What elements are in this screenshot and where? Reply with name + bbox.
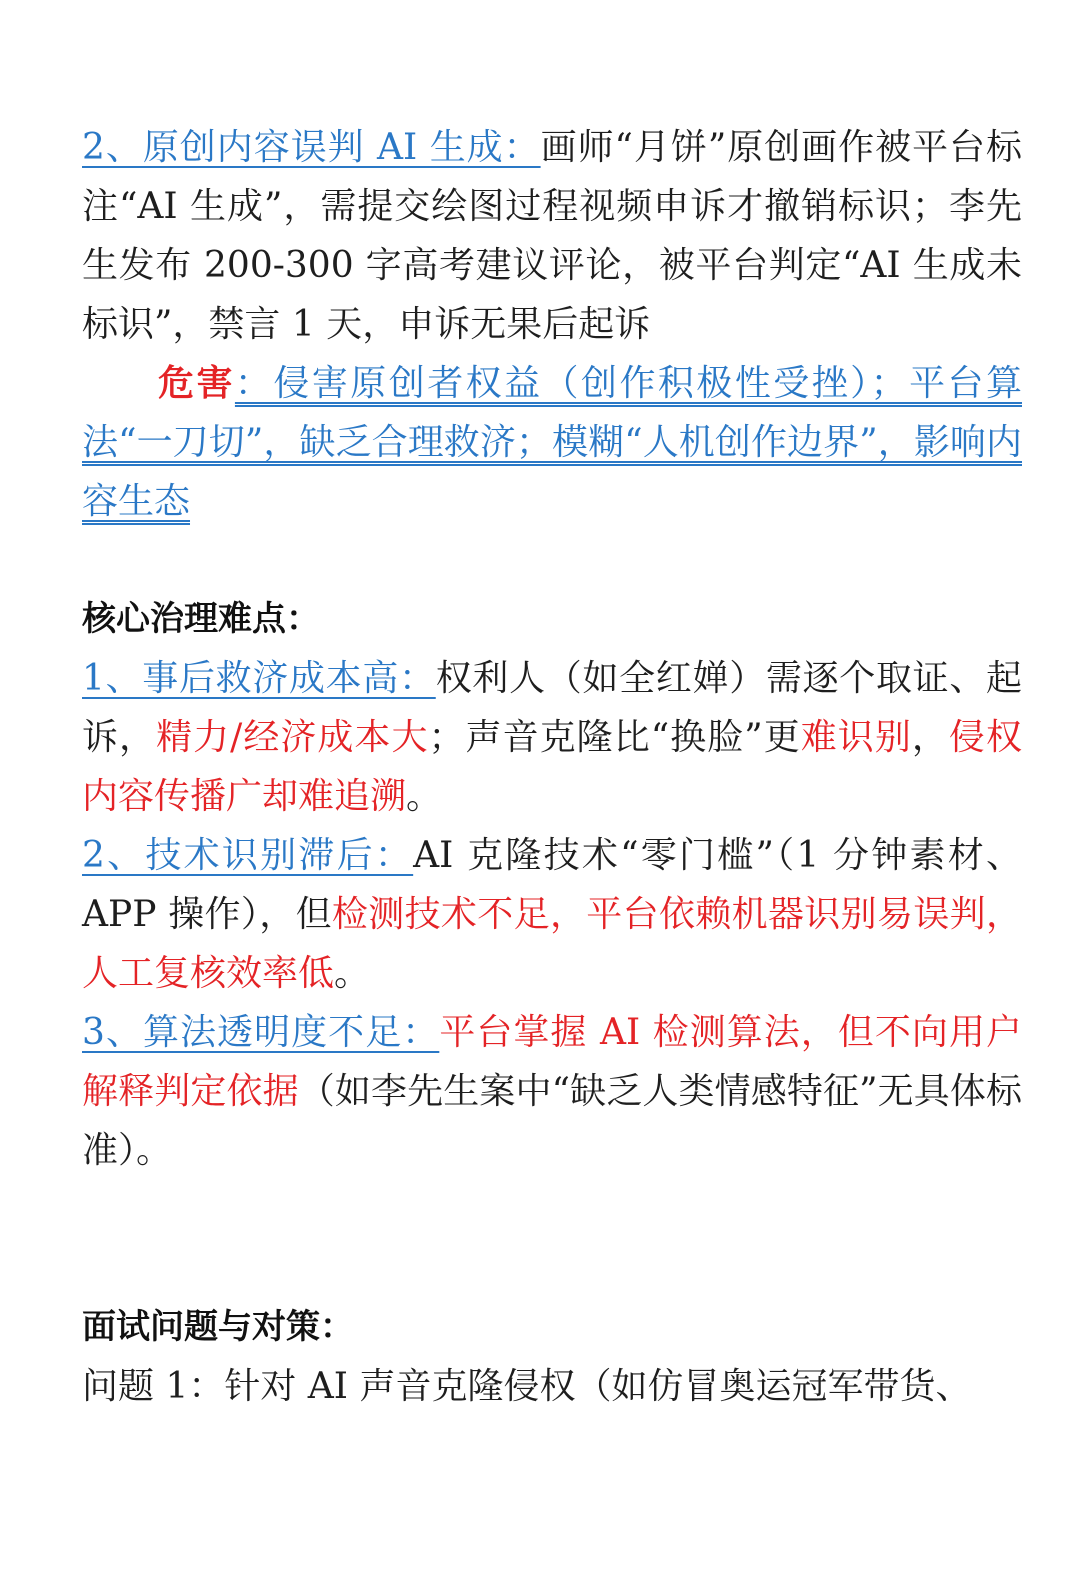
difficulty-item-3-text-a: （如李先生案中“缺乏人类情感特征”无具体标准）。 xyxy=(82,1071,1022,1171)
difficulty-item-2-text-a: AI 克隆技术“零门槛”（1 分钟素材、APP 操作），但 xyxy=(82,835,1023,935)
difficulty-item-1-red-a: 精力/经济成本大 xyxy=(156,717,429,758)
difficulty-item-1-text-b: ；声音克隆比“换脸”更 xyxy=(428,717,801,758)
difficulty-item-2-text-b: 。 xyxy=(334,953,371,994)
difficulty-item-1-text-d: 。 xyxy=(406,776,443,817)
difficulty-item-1-text-a: 权利人（如全红婵）需逐个取证、起诉， xyxy=(82,658,1022,758)
difficulty-item-3 xyxy=(82,1003,1022,1180)
interview-heading: 面试问题与对策： xyxy=(82,1307,354,1347)
document-page xyxy=(82,118,1022,1416)
spacer xyxy=(82,1180,1022,1298)
harm-paragraph xyxy=(82,354,1022,531)
difficulties-heading: 核心治理难点： xyxy=(82,599,320,639)
difficulty-item-2-red-a: 检测技术不足，平台依赖机器识别易误判，人工复核效率低 xyxy=(82,894,1022,994)
case-item-2-label: 2、原创内容误判 AI 生成： xyxy=(82,127,541,168)
difficulty-item-3-label: 3、算法透明度不足： xyxy=(82,1012,440,1053)
difficulty-item-1 xyxy=(82,649,1022,826)
difficulty-item-2-label: 2、技术识别滞后： xyxy=(82,835,414,876)
harm-label: 危害 xyxy=(158,363,235,404)
interview-question-1: 问题 1：针对 AI 声音克隆侵权（如仿冒奥运冠军带货、 xyxy=(82,1366,972,1407)
difficulty-item-2 xyxy=(82,826,1022,1003)
case-item-2 xyxy=(82,118,1022,354)
difficulty-item-3-red-a: 平台掌握 AI 检测算法，但不向用户解释判定依据 xyxy=(82,1012,1023,1112)
case-item-2-text: 画师“月饼”原创画作被平台标注“AI 生成”，需提交绘图过程视频申诉才撤销标识；李先生发布 200-300 字高考建议评论，被平台判定“AI 生成未标识”，禁言 1 天，申诉无果后起诉 xyxy=(82,127,1023,345)
difficulty-item-1-red-c: 侵权内容传播广却难追溯 xyxy=(82,717,1022,817)
difficulty-item-1-label: 1、事后救济成本高： xyxy=(82,658,436,699)
spacer xyxy=(82,531,1022,590)
difficulty-item-1-red-b: 难识别 xyxy=(800,717,912,758)
difficulty-item-1-text-c: ， xyxy=(911,717,949,758)
harm-text: ：侵害原创者权益（创作积极性受挫）；平台算法“一刀切”，缺乏合理救济；模糊“人机创作边界”，影响内容生态 xyxy=(82,363,1022,522)
